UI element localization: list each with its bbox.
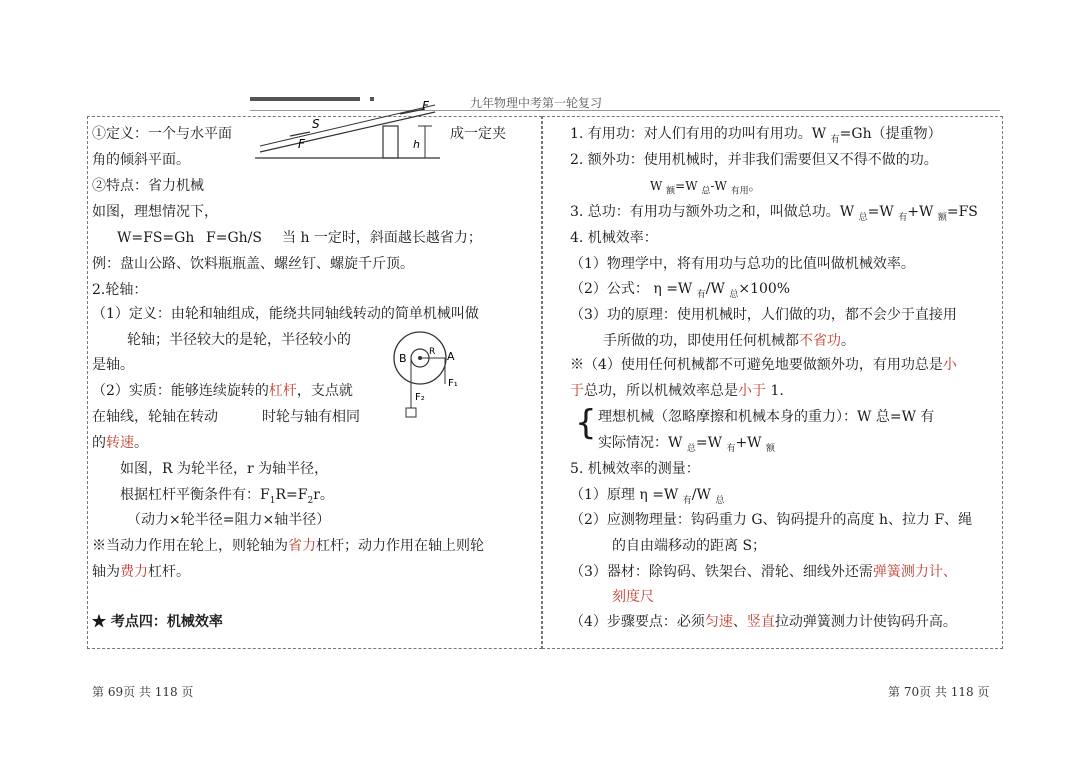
measurement-principle: （1）原理 η =W $_有$/W $_总$	[570, 487, 725, 506]
wheel-axle-heading: 2.轮轴：	[92, 282, 148, 298]
incline-formula-work: W=FS=Gh	[117, 230, 195, 246]
incline-feature: ②特点：省力机械	[92, 178, 204, 194]
wheel-axle-power-note: （动力×轮半径=阻力×轴半径）	[127, 512, 331, 528]
wheel-label-a: A	[447, 350, 455, 363]
incline-label-f1: F	[298, 137, 305, 151]
actual-machine: 实际情况：W $_总$=W $_有$+W $_额$	[598, 435, 776, 454]
efficiency-formula: （2）公式： η =W $_有$/W $_总$×100%	[570, 281, 791, 300]
measurement-equipment-b: 刻度尺	[612, 589, 654, 605]
wheel-axle-essence-a: （2）实质：能够连续旋转的杠杆，支点就	[92, 383, 353, 399]
incline-examples: 例：盘山公路、饮料瓶瓶盖、螺丝钉、螺旋千斤顶。	[92, 256, 414, 272]
wheel-axle-essence-d: 的转速。	[92, 435, 148, 451]
incline-formula-force: F=Gh/S	[206, 230, 262, 246]
incline-definition-c: 角的倾斜平面。	[92, 152, 190, 168]
extra-work-note-b: 于总功，所以机械效率总是小于 1.	[570, 383, 784, 399]
wheel-label-f2: F₂	[415, 392, 425, 403]
measurement-heading: 5. 机械效率的测量：	[570, 461, 700, 477]
brace-symbol: {	[575, 403, 597, 443]
wheel-label-r: R	[429, 347, 436, 357]
wheel-label-f1: F₁	[448, 378, 458, 389]
extra-work: 2. 额外功：使用机械时，并非我们需要但又不得不做的功。	[570, 152, 938, 168]
ideal-machine: 理想机械（忽略摩擦和机械本身的重力）：W 总=W 有	[598, 409, 935, 425]
extra-work-formula: W $_额$=W $_总$-W $_{有用}$。	[650, 179, 761, 197]
wheel-axle-definition-c: 是轴。	[92, 357, 134, 373]
incline-diagram	[250, 100, 445, 165]
wheel-axle-radius: 如图，R 为轮半径，r 为轴半径，	[120, 461, 329, 477]
wheel-axle-note-b: 轴为费力杠杆。	[92, 564, 190, 580]
incline-label-f2: F	[422, 100, 429, 113]
measurement-quantities-a: （2）应测物理量：钩码重力 G、钩码提升的高度 h、拉力 F、绳	[570, 512, 973, 528]
efficiency-heading: 4. 机械效率：	[570, 230, 658, 246]
incline-formula-note: 当 h 一定时，斜面越长越省力；	[282, 230, 482, 246]
incline-label-h: h	[413, 138, 420, 151]
measurement-quantities-b: 的自由端移动的距离 S；	[612, 538, 767, 554]
extra-work-note-a: ※（4）使用任何机械都不可避免地要做额外功，有用功总是小	[570, 357, 957, 373]
incline-definition-a: ①定义：一个与水平面	[92, 126, 232, 142]
work-principle-a: （3）功的原理：使用机械时，人们做的功，都不会少于直接用	[570, 307, 957, 323]
incline-ideal: 如图，理想情况下，	[92, 204, 218, 220]
work-principle-b: 手所做的功，即使用任何机械都不省功。	[603, 333, 855, 349]
measurement-equipment-a: （3）器材：除钩码、铁架台、滑轮、细线外还需弹簧测力计、	[570, 564, 957, 580]
wheel-axle-lever-condition: 根据杠杆平衡条件有：$F_1R=F_2r$。	[120, 487, 334, 506]
measurement-steps: （4）步骤要点：必须匀速、竖直拉动弹簧测力计使钩码升高。	[570, 614, 957, 630]
wheel-axle-diagram	[385, 328, 465, 426]
topic-heading: ★ 考点四：机械效率	[92, 614, 223, 630]
wheel-axle-note-a: ※当动力作用在轮上，则轮轴为省力杠杆；动力作用在轴上则轮	[92, 538, 484, 554]
total-work: 3. 总功：有用功与额外功之和，叫做总功。W $_总$=W $_有$+W $_额$=FS	[570, 204, 978, 223]
page-header: 九年物理中考第一轮复习	[470, 96, 603, 110]
useful-work: 1. 有用功：对人们有用的功叫有用功。W $_有$=Gh（提重物）	[570, 126, 942, 145]
efficiency-definition: （1）物理学中，将有用功与总功的比值叫做机械效率。	[570, 256, 915, 272]
incline-label-s: S	[312, 117, 320, 131]
wheel-label-b: B	[399, 352, 407, 365]
incline-definition-b: 成一定夹	[450, 126, 506, 142]
wheel-axle-definition-a: （1）定义：由轮和轴组成，能绕共同轴线转动的简单机械叫做	[92, 306, 479, 322]
left-page-number: 第 69页 共 118 页	[92, 685, 194, 699]
wheel-axle-essence-c: 时轮与轴有相同	[262, 409, 360, 425]
wheel-axle-essence-b: 在轴线，轮轴在转动	[92, 409, 218, 425]
wheel-axle-definition-b: 轮轴；半径较大的是轮，半径较小的	[127, 332, 351, 348]
right-page-number: 第 70页 共 118 页	[888, 685, 990, 699]
